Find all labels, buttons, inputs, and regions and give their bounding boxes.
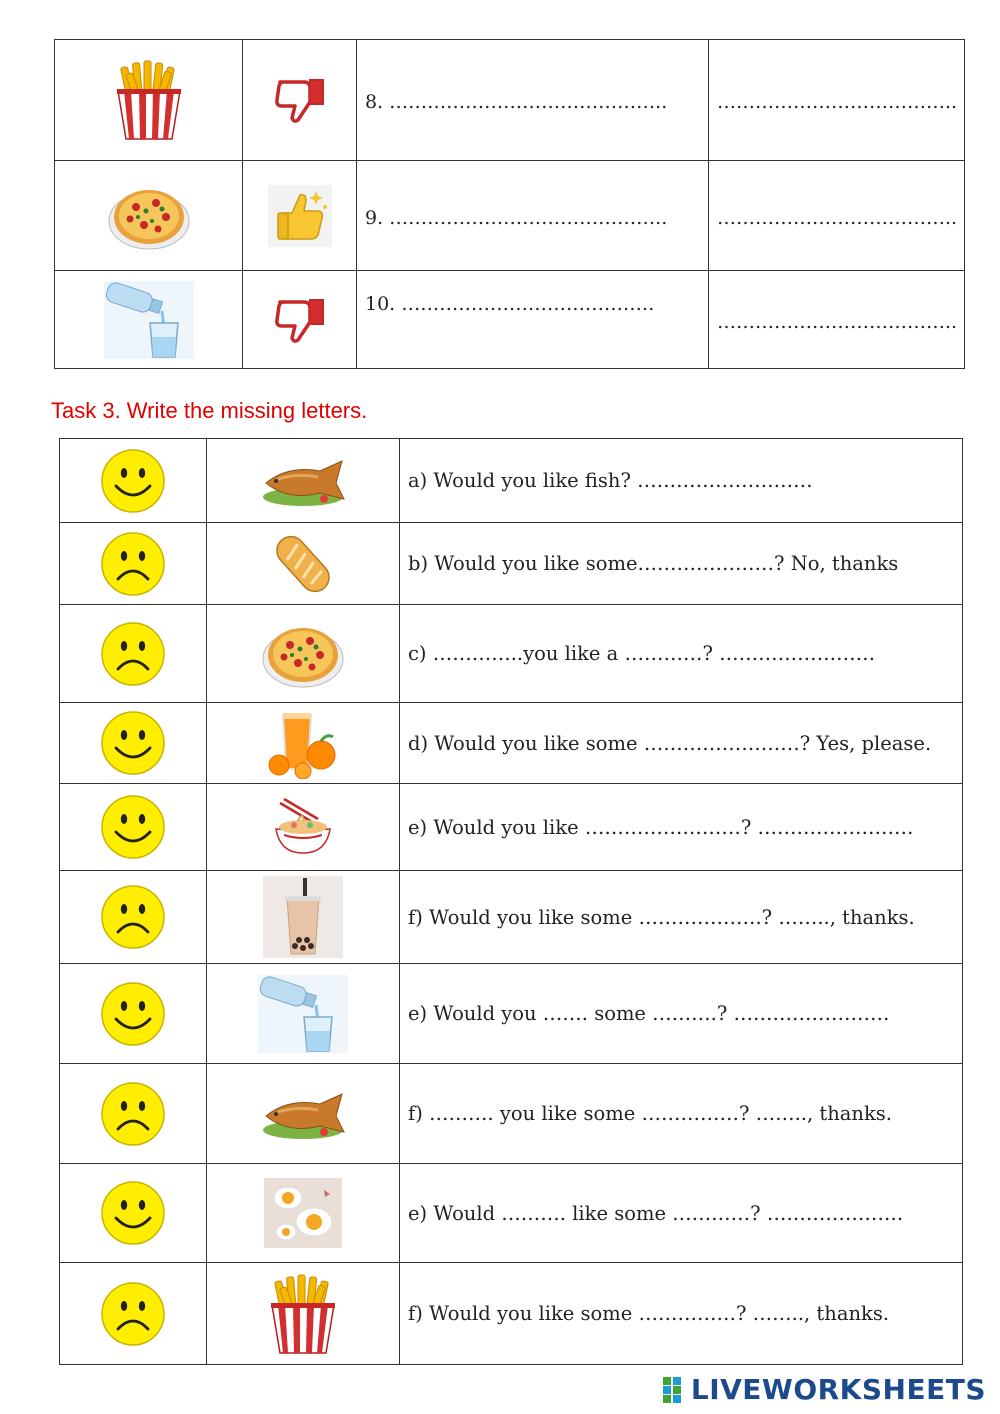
sentence-field[interactable]: e) Would ………. like some …………? ………………… [400, 1164, 963, 1263]
sad-face-icon [100, 553, 166, 572]
face-cell [60, 1164, 207, 1263]
orange-juice-icon [265, 733, 341, 752]
boiled-eggs-icon [264, 1203, 342, 1222]
answer-field[interactable]: 9. …………………………………….. [357, 161, 709, 271]
sentence-field[interactable]: b) Would you like some…………………? No, thanks [400, 523, 963, 605]
face-cell [60, 439, 207, 523]
table-row [60, 439, 963, 523]
food-cell [55, 161, 243, 271]
top-table-body [55, 40, 965, 369]
liveworksheets-logo-icon [663, 1377, 691, 1403]
answer-field[interactable]: 10. …………………………………. [357, 271, 709, 369]
food-cell [207, 703, 400, 784]
face-cell [60, 703, 207, 784]
happy-face-icon [100, 733, 166, 752]
fish-icon [258, 1103, 348, 1122]
happy-face-icon [100, 817, 166, 836]
table-row [60, 784, 963, 871]
sentence-field[interactable]: e) Would you ……. some ……….? …………………… [400, 964, 963, 1064]
table-row [60, 605, 963, 703]
sad-face-icon [100, 907, 166, 926]
sentence-field[interactable]: a) Would you like fish? ……………………… [400, 439, 963, 523]
table-row [60, 1064, 963, 1164]
pizza-icon [108, 205, 190, 224]
sad-face-icon [100, 643, 166, 662]
food-cell [55, 271, 243, 369]
thumbs-down-icon [274, 309, 326, 328]
response-field[interactable]: ……………………………….. [709, 40, 965, 161]
french-fries-icon [104, 90, 194, 109]
rating-cell [243, 40, 357, 161]
food-cell [207, 523, 400, 605]
top-table [54, 39, 965, 369]
food-cell [207, 1263, 400, 1365]
response-field[interactable]: ……………………………….. [709, 161, 965, 271]
response-field[interactable]: ……………………………….. [709, 271, 965, 369]
sad-face-icon [100, 1303, 166, 1322]
face-cell [60, 523, 207, 605]
bread-icon [267, 553, 339, 572]
french-fries-icon [258, 1303, 348, 1322]
sentence-field[interactable]: e) Would you like ……………………? …………………… [400, 784, 963, 871]
table-row [60, 523, 963, 605]
rating-cell [243, 271, 357, 369]
table-row [60, 1164, 963, 1263]
table-row [60, 871, 963, 964]
rating-cell [243, 161, 357, 271]
face-cell [60, 605, 207, 703]
pizza-icon [262, 643, 344, 662]
food-cell [207, 871, 400, 964]
food-cell [207, 784, 400, 871]
food-cell [55, 40, 243, 161]
water-icon [104, 309, 194, 328]
thumbs-up-icon [268, 205, 332, 224]
brand-logo [663, 1373, 986, 1406]
thumbs-down-icon [274, 90, 326, 109]
face-cell [60, 964, 207, 1064]
happy-face-icon [100, 1203, 166, 1222]
sentence-field[interactable]: d) Would you like some ……………………? Yes, please. [400, 703, 963, 784]
sentence-field[interactable]: f) ………. you like some ……………? …….., thanks. [400, 1064, 963, 1164]
table-row [55, 40, 965, 161]
face-cell [60, 871, 207, 964]
table-row [55, 161, 965, 271]
happy-face-icon [100, 1003, 166, 1022]
sentence-field[interactable]: c) …………..you like a …………? …………………… [400, 605, 963, 703]
answer-field[interactable]: 8. …………………………………….. [357, 40, 709, 161]
task-title: Task 3. Write the missing letters. [51, 398, 368, 423]
table-row [60, 703, 963, 784]
brand-name: LIVEWORKSHEETS [690, 1373, 986, 1406]
task-table-body [60, 439, 963, 1365]
food-cell [207, 1064, 400, 1164]
happy-face-icon [100, 470, 166, 489]
sentence-field[interactable]: f) Would you like some ……………? …….., thanks. [400, 1263, 963, 1365]
fish-icon [258, 470, 348, 489]
food-cell [207, 605, 400, 703]
face-cell [60, 1263, 207, 1365]
sad-face-icon [100, 1103, 166, 1122]
table-row [60, 964, 963, 1064]
food-cell [207, 439, 400, 523]
bubble-tea-icon [263, 907, 343, 926]
face-cell [60, 784, 207, 871]
task-table [59, 438, 963, 1365]
food-cell [207, 1164, 400, 1263]
table-row [55, 271, 965, 369]
face-cell [60, 1064, 207, 1164]
noodles-icon [270, 817, 336, 836]
sentence-field[interactable]: f) Would you like some ……………….? …….., thanks. [400, 871, 963, 964]
water-icon [258, 1003, 348, 1022]
food-cell [207, 964, 400, 1064]
table-row [60, 1263, 963, 1365]
